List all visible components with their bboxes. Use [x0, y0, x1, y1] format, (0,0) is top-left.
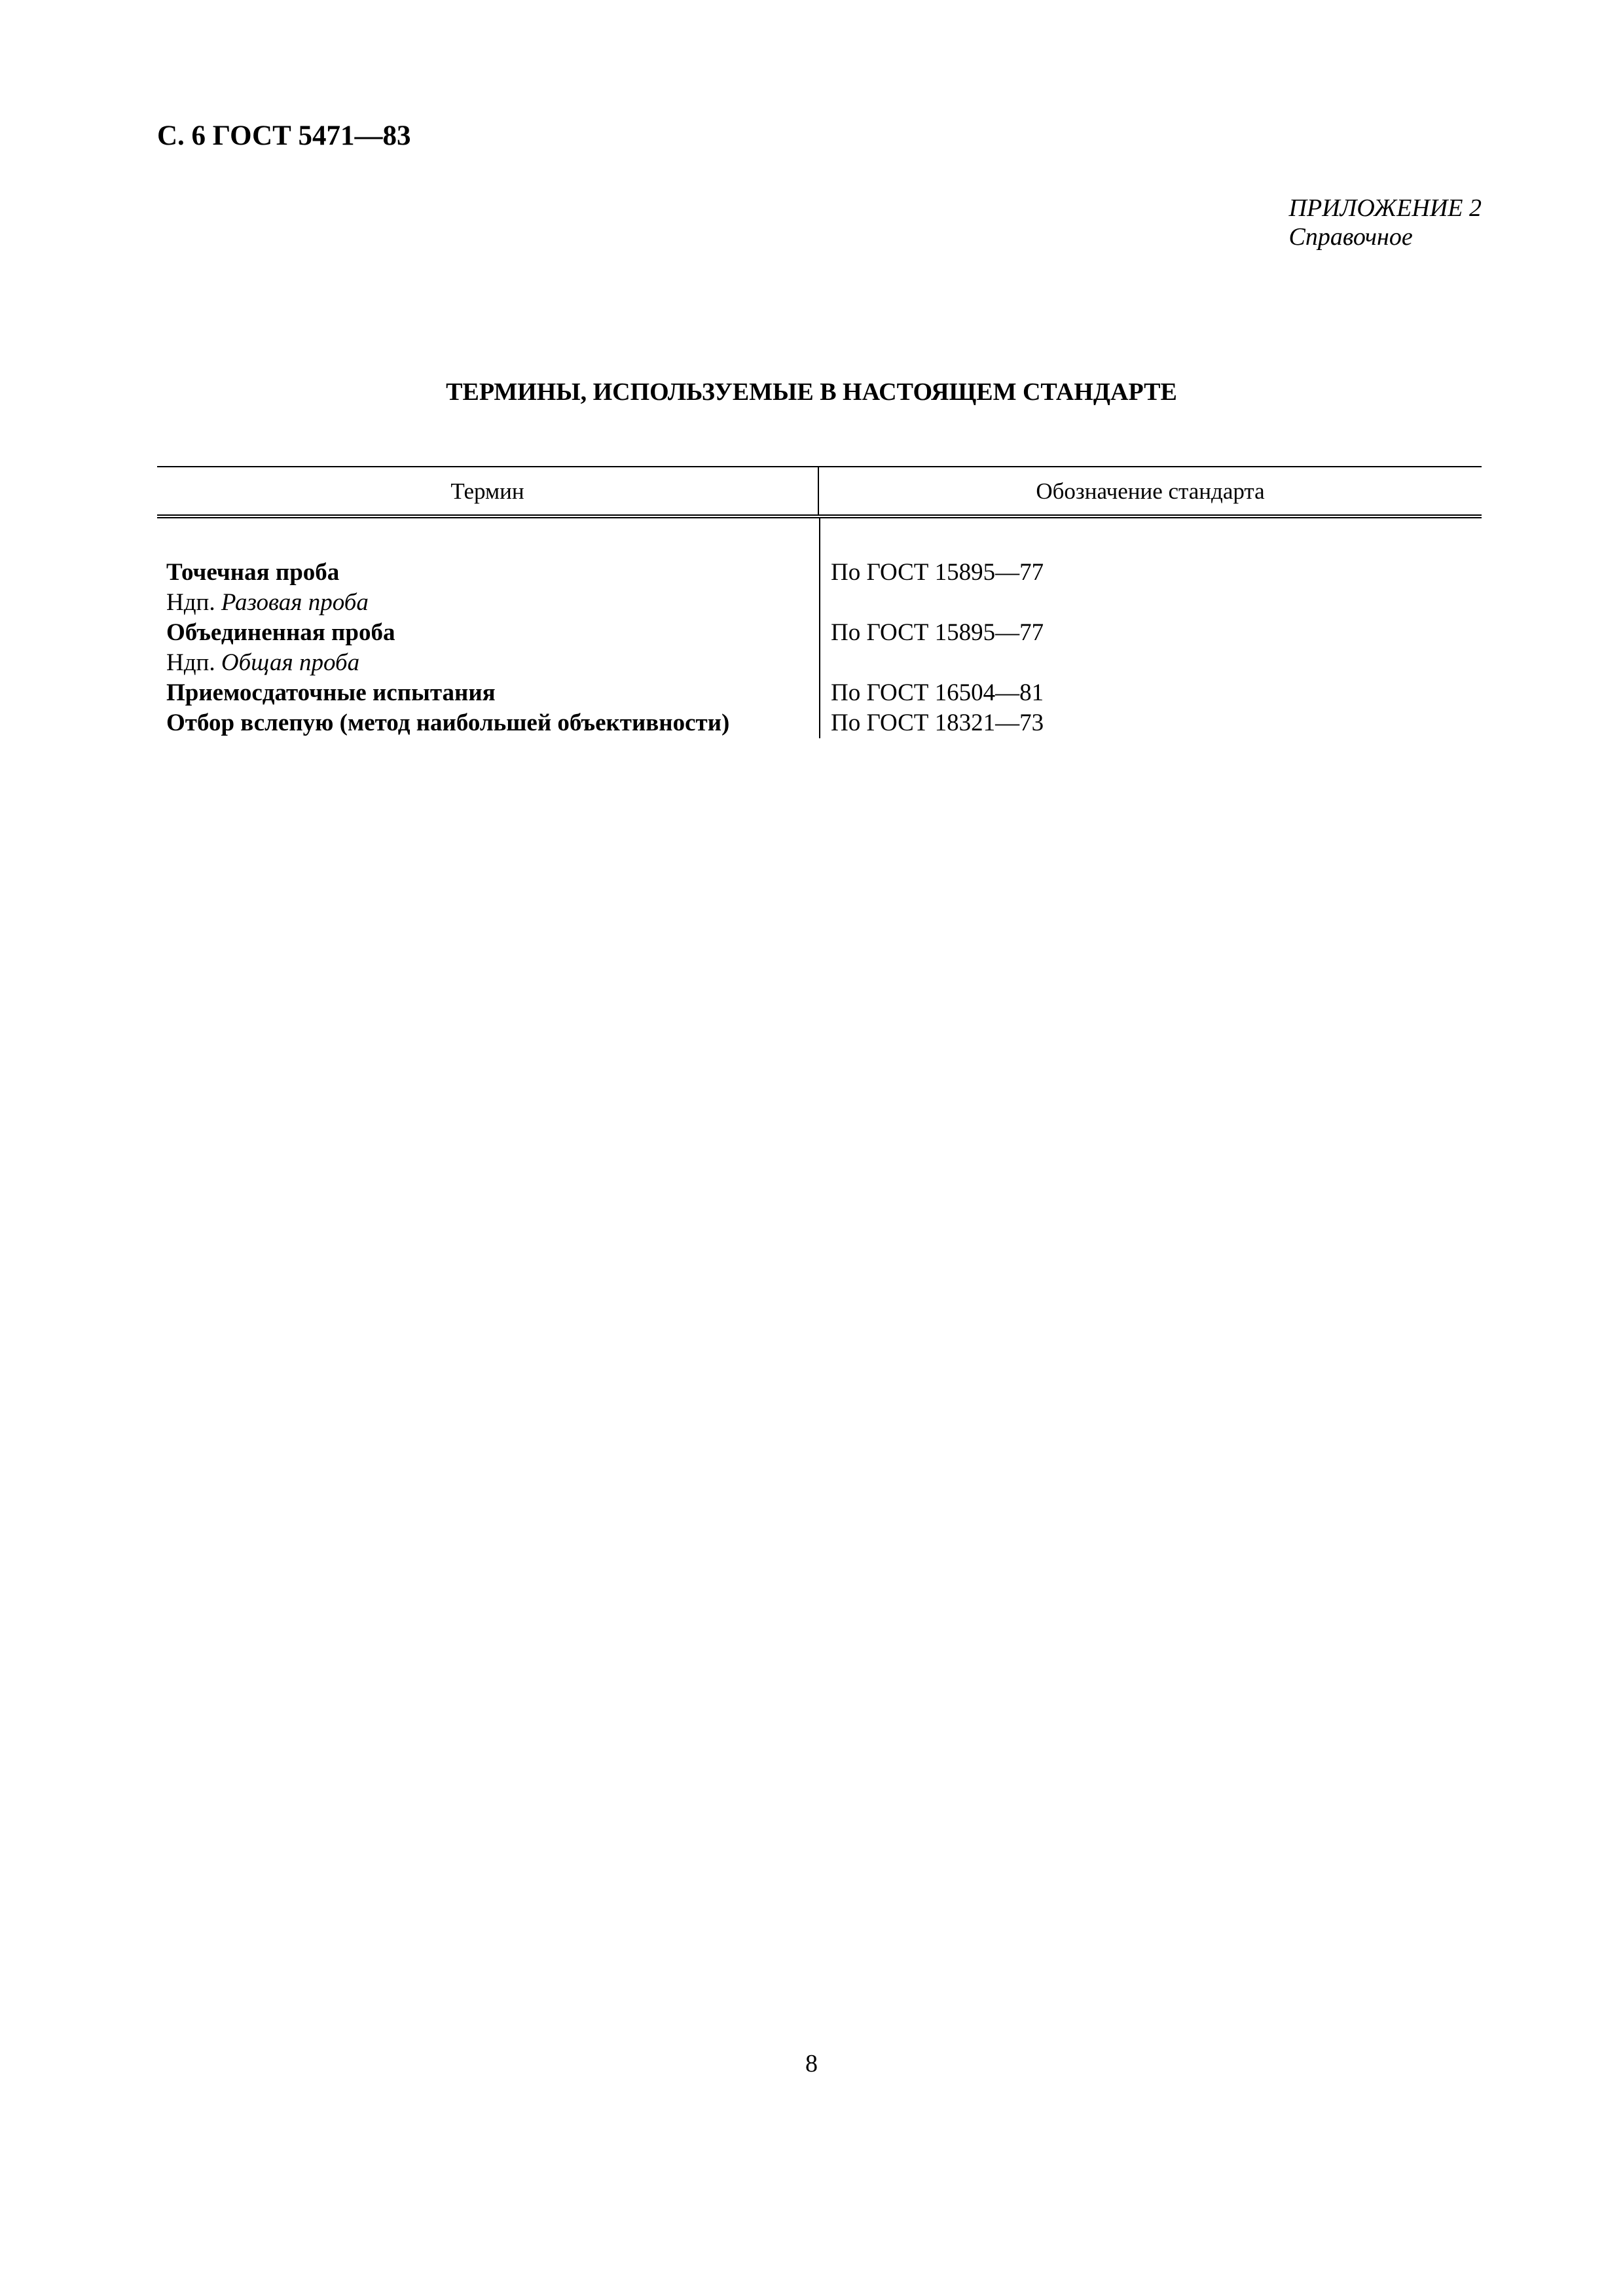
standard-cell: По ГОСТ 15895—77 [831, 559, 1044, 586]
term-name: Отбор вслепую (метод наибольшей объективности) [166, 709, 730, 736]
table-row [157, 708, 1482, 738]
table-header [157, 466, 1482, 518]
term-name: Объединенная проба [166, 619, 395, 646]
column-header-term: Термин [157, 467, 819, 514]
page-number: 8 [805, 2050, 818, 2077]
terms-table [157, 466, 1482, 738]
deprecated-prefix: Ндп. [166, 649, 215, 676]
table-body [157, 518, 1482, 738]
standard-cell: По ГОСТ 15895—77 [831, 619, 1044, 646]
standard-cell: По ГОСТ 16504—81 [831, 679, 1044, 706]
deprecated-prefix: Ндп. [166, 589, 215, 616]
appendix-title: ПРИЛОЖЕНИЕ 2 [1288, 194, 1482, 222]
appendix-subtitle: Справочное [1288, 223, 1413, 251]
table-row [157, 618, 1482, 678]
term-name: Точечная проба [166, 559, 340, 586]
deprecated-term: Разовая проба [221, 589, 369, 616]
standard-cell: По ГОСТ 18321—73 [831, 709, 1044, 736]
term-deprecated [166, 588, 819, 618]
deprecated-term: Общая проба [221, 649, 360, 676]
term-cell [157, 618, 819, 678]
term-cell [157, 708, 819, 738]
table-row [157, 678, 1482, 708]
term-deprecated [166, 648, 819, 678]
appendix-label [1289, 194, 1482, 251]
term-cell [157, 558, 819, 618]
term-cell [157, 678, 819, 708]
column-header-standard: Обозначение стандарта [1036, 478, 1265, 504]
document-title: ТЕРМИНЫ, ИСПОЛЬЗУЕМЫЕ В НАСТОЯЩЕМ СТАНДАРТЕ [446, 378, 1177, 406]
page-header: С. 6 ГОСТ 5471—83 [157, 120, 411, 151]
table-row [157, 558, 1482, 618]
term-name: Приемосдаточные испытания [166, 679, 496, 706]
